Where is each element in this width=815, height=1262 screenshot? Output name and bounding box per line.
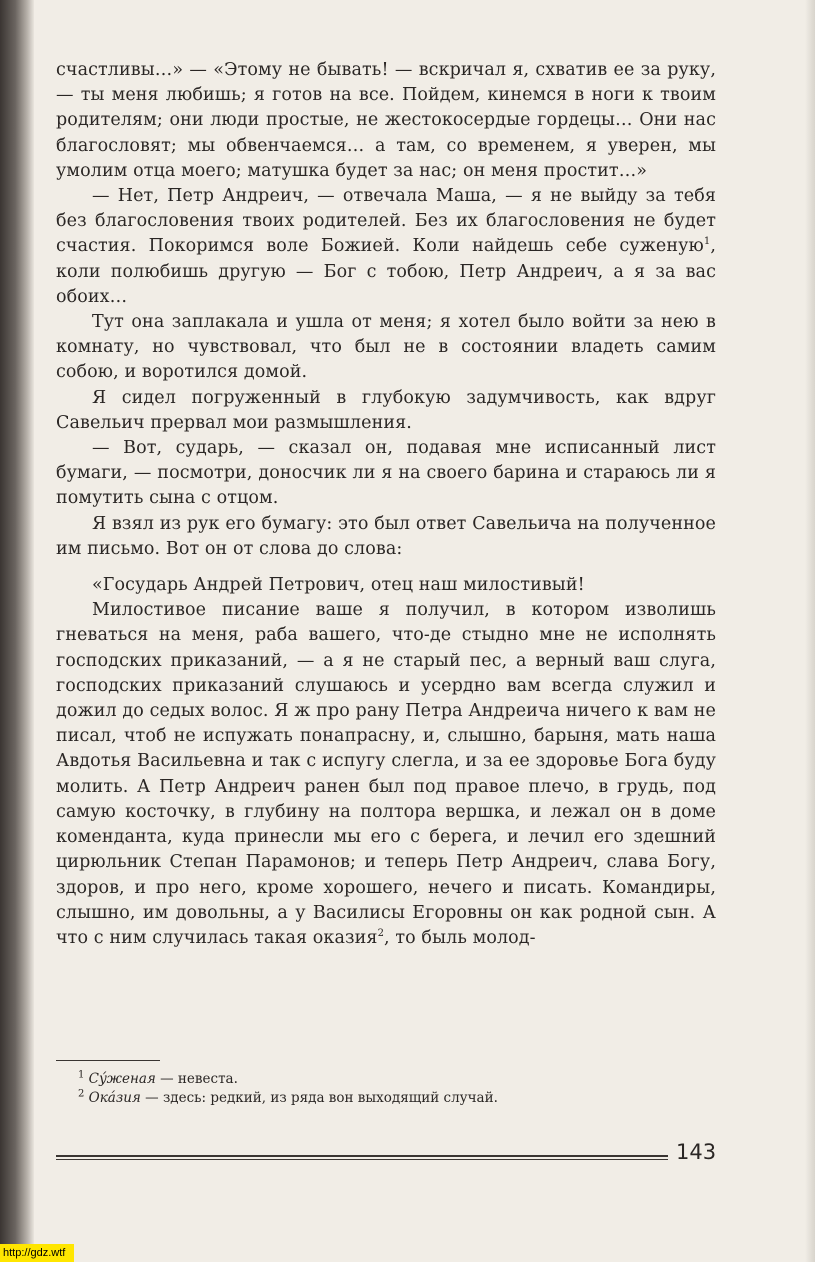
footnote <box>78 1070 698 1089</box>
paragraph <box>56 184 716 310</box>
book-spine-shadow <box>0 0 34 1262</box>
footnote-definition: — здесь: редкий, из ряда вон выходящий случай. <box>140 1090 498 1106</box>
paragraph <box>56 436 716 512</box>
footnotes <box>78 1070 698 1108</box>
footnote <box>78 1089 698 1108</box>
paragraph <box>56 310 716 386</box>
paragraph-text: , коли полюбишь другую — Бог с тобою, Петр Андреич, а я за вас обоих… <box>56 236 716 307</box>
footnote-term: Окáзия <box>88 1090 141 1106</box>
paragraph <box>56 598 716 951</box>
footnote-definition: — невеста. <box>155 1071 238 1087</box>
paragraph <box>56 573 716 598</box>
footnote-marker: 2 <box>377 928 385 940</box>
body-text <box>56 58 716 951</box>
footnote-marker: 1 <box>703 236 711 248</box>
paragraph-text: «Государь Андрей Петрович, отец наш милостивый! <box>92 575 585 596</box>
paragraph <box>56 512 716 562</box>
footnote-term: Сýженая <box>88 1071 156 1087</box>
watermark-link[interactable]: http://gdz.wtf <box>0 1244 74 1262</box>
paragraph-text: Я сидел погруженный в глубокую задумчивость, как вдруг Савельич прервал мои размышления. <box>56 387 716 433</box>
footnote-divider <box>56 1060 160 1061</box>
paragraph-text: Милостивое писание ваше я получил, в котором изволишь гневаться на меня, раба вашего, что-де стыдно мне не исполнять господских приказаний, — а я не старый пес, а верный ваш слуга, господских приказаний слушаюсь и усердно вам всегда служил и дожил до седых волос. Я ж про рану Петра Андреича ничего к вам не писал, чтоб не испужать понапрасну, и, слышно, барыня, мать наша Авдотья Васильевна и так с испугу слегла, и за ее здоровье Бога буду молить. А Петр Андреич ранен был под правое плечо, в грудь, под самую косточку, в глубину на полтора вершка, и лежал он в доме коменданта, куда принесли мы его с берега, и лечил его здешний цирюльник Степан Парамонов; и теперь Петр Андреич, слава Богу, здоров, и про него, кроме хорошего, нечего и писать. Командиры, слышно, им довольны, а у Василисы Егоровны он как родной сын. А что с ним случилась такая оказия <box>56 600 716 948</box>
paragraph <box>56 58 716 184</box>
paragraph-text: Я взял из рук его бумагу: это был ответ Савельича на полученное им письмо. Вот он от слова до слова: <box>56 513 716 559</box>
paragraph-text: Тут она заплакала и ушла от меня; я хотел было войти за нею в комнату, но чувствовал, что был не в состоянии владеть самим собою, и воротился домой. <box>56 312 716 383</box>
paragraph-text: — Нет, Петр Андреич, — отвечала Маша, — я не выйду за тебя без благословения твоих родителей. Без их благословения не будет счастия. Покоримся воле Божией. Коли найдешь себе суженую <box>56 186 716 257</box>
footnote-number: 1 <box>78 1069 85 1081</box>
paragraph-text: счастливы…» — «Этому не бывать! — вскричал я, схватив ее за руку, — ты меня любишь; я готов на все. Пойдем, кинемся в ноги к твоим родителям; они люди простые, не жестокосердые гордецы… Они нас благословят; мы обвенчаемся… а там, со временем, я уверен, мы умолим отца моего; матушка будет за нас; он меня простит…» <box>56 60 716 181</box>
paragraph <box>56 386 716 436</box>
page-bottom-rule <box>56 1155 668 1160</box>
page-edge <box>805 0 815 1262</box>
paragraph-text: — Вот, сударь, — сказал он, подавая мне исписанный лист бумаги, — посмотри, доносчик ли я на своего барина и стараюсь ли я помутить сына с отцом. <box>56 438 716 509</box>
paragraph-text: , то быль молод- <box>384 927 536 948</box>
page-content <box>56 58 716 951</box>
footnote-number: 2 <box>78 1088 85 1100</box>
page-number: 143 <box>676 1140 717 1164</box>
